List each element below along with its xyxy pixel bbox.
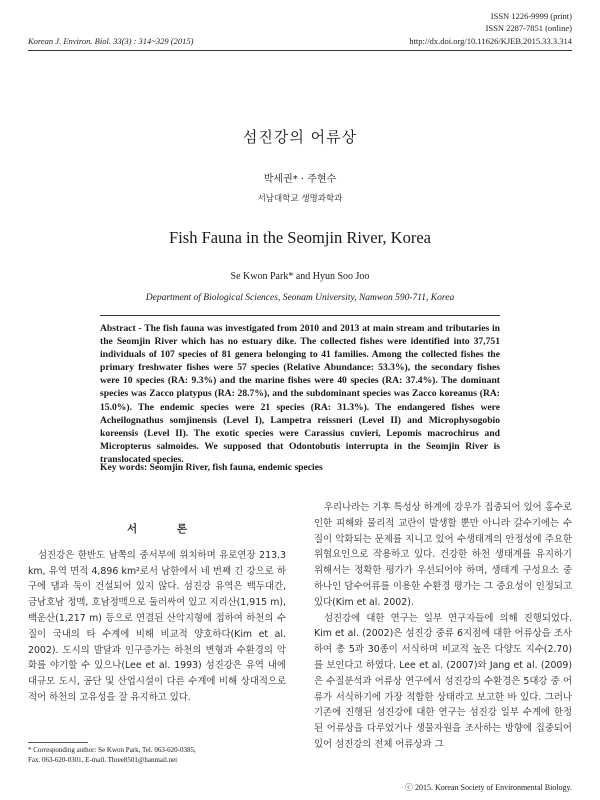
abstract-divider — [100, 315, 500, 316]
korean-affiliation: 서남대학교 생명과학과 — [257, 194, 343, 204]
footnote — [28, 745, 298, 765]
footnote-line: * Corresponding author: Se Kwon Park, Tel. 063-620-0385, — [28, 746, 196, 754]
body-paragraph: 섬진강은 한반도 남쪽의 중서부에 위치하며 유로연장 213.3 km, 유역 면적 4,896 km²로서 남한에서 네 번째 긴 강으로 하구에 댐과 둑이 건설되어 있지 않다. 섬진강 유역은 백두대간, 금남호남 정맥, 호남정맥으로 둘러싸여 있고 지리산(1,915 m), 백운산(1,217 m) 등으로 연결된 산악지형에 접하여 하천의 수질이 국내의 타 수계에 비해 비교적 양호하다(Kim et al. 2002). 도시의 발달과 인구증가는 하천의 변형과 수환경의 악화를 야기할 수 있으나(Lee et al. 1993) 섬진강은 유역 내에 대규모 도시, 공단 및 산업시설이 다른 수계에 비해 상대적으로 적어 하천의 고유성을 잘 유지하고 있다. — [28, 549, 286, 703]
abstract — [100, 322, 500, 466]
korean-authors: 박세권* · 주현수 — [263, 174, 337, 185]
section-heading-introduction: 서 론 — [127, 523, 205, 535]
journal-citation: Korean J. Environ. Biol. 33(3) : 314~329 (2015) — [28, 36, 194, 46]
issn-print: ISSN 1226-9999 (print) — [490, 11, 572, 21]
english-title: Fish Fauna in the Seomjin River, Korea — [169, 228, 431, 247]
body-column-left — [28, 500, 286, 706]
body-column-right — [314, 500, 572, 753]
footnote-divider — [28, 742, 88, 743]
issn-block — [486, 10, 572, 34]
korean-title: 섬진강의 어류상 — [242, 128, 358, 146]
abstract-text: - The fish fauna was investigated from 2010 and 2013 at main stream and tributaries in the Seomjin River which has no estuary dike. The collected fishes were identified into 37,751 individuals of 107 species of 81 genera belonging to 41 families. Among the collected fishes the primary freshwater fishes were 57 species (Relative Abundance: 53.3%), the secondary fishes were 10 species (RA: 9.3%) and the marine fishes were 40 species (RA: 37.4%). The dominant species was Zacco platypus (RA: 28.7%), and the subdominant species was Zacco koreanus (RA: 15.0%). The endemic species were 21 species (RA: 31.3%). The endangered fishes were Acheilognathus somjinensis (Level I), Lampetra reissneri (Level II) and Microphysogobio koreensis (Level II). The exotic species were Carassius cuvieri, Lepomis macrochirus and Micropterus salmoides. We supposed that Odontobutis interrupta in the Seomjin River is translocated species. — [100, 323, 500, 465]
doi-link[interactable]: http://dx.doi.org/10.11626/KJEB.2015.33.3.314 — [409, 36, 572, 46]
header-divider — [28, 50, 572, 51]
body-paragraph: 우리나라는 기후 특성상 하계에 강우가 집중되어 있어 홍수로 인한 피해와 물리적 교란이 발생할 뿐만 아니라 갈수기에는 수질이 악화되는 문제를 지니고 있어 수생태계의 안정성에 주요한 위협요인으로 작용하고 있다. 건강한 하천 생태계를 유지하기 위해서는 정확한 평가가 우선되어야 하며, 생태계 구성요소 중 하나인 담수어류를 이용한 수환경 평가는 그 중요성이 인정되고 있다(Kim et al. 2002). — [314, 502, 572, 608]
english-authors: Se Kwon Park* and Hyun Soo Joo — [230, 271, 370, 282]
copyright: ⓒ 2015. Korean Society of Environmental Biology. — [404, 783, 572, 792]
body-paragraph: 섬진강에 대한 연구는 일부 연구자들에 의해 진행되었다. Kim et al. (2002)은 섬진강 중류 6지점에 대한 어류상을 조사하여 총 5과 30종이 서식하며 비교적 높은 다양도 지수(2.70)를 보인다고 하였다. Lee et al. (2007)와 Jang et al. (2009)은 수질분석과 어류상 연구에서 섬진강의 수환경은 5대강 중 어류가 서식하기에 가장 적합한 상태라고 보고한 바 있다. 그러나 기존에 진행된 섬진강에 대한 연구는 섬진강 일부 수계에 한정된 어류상을 다루었거나 생물자원을 조사하는 방향에 집중되어 있어 섬진강의 전체 어류상과 그 — [314, 612, 572, 750]
abstract-label: Abstract — [100, 323, 136, 334]
english-affiliation: Department of Biological Sciences, Seonam University, Namwon 590-711, Korea — [145, 293, 455, 303]
keywords: Key words: Seomjin River, fish fauna, endemic species — [100, 462, 323, 473]
issn-online: ISSN 2287-7851 (online) — [485, 23, 572, 33]
footnote-line: Fax. 063-620-0301, E-mail. Three8501@hanmail.net — [28, 756, 178, 764]
journal-bar — [28, 36, 572, 50]
